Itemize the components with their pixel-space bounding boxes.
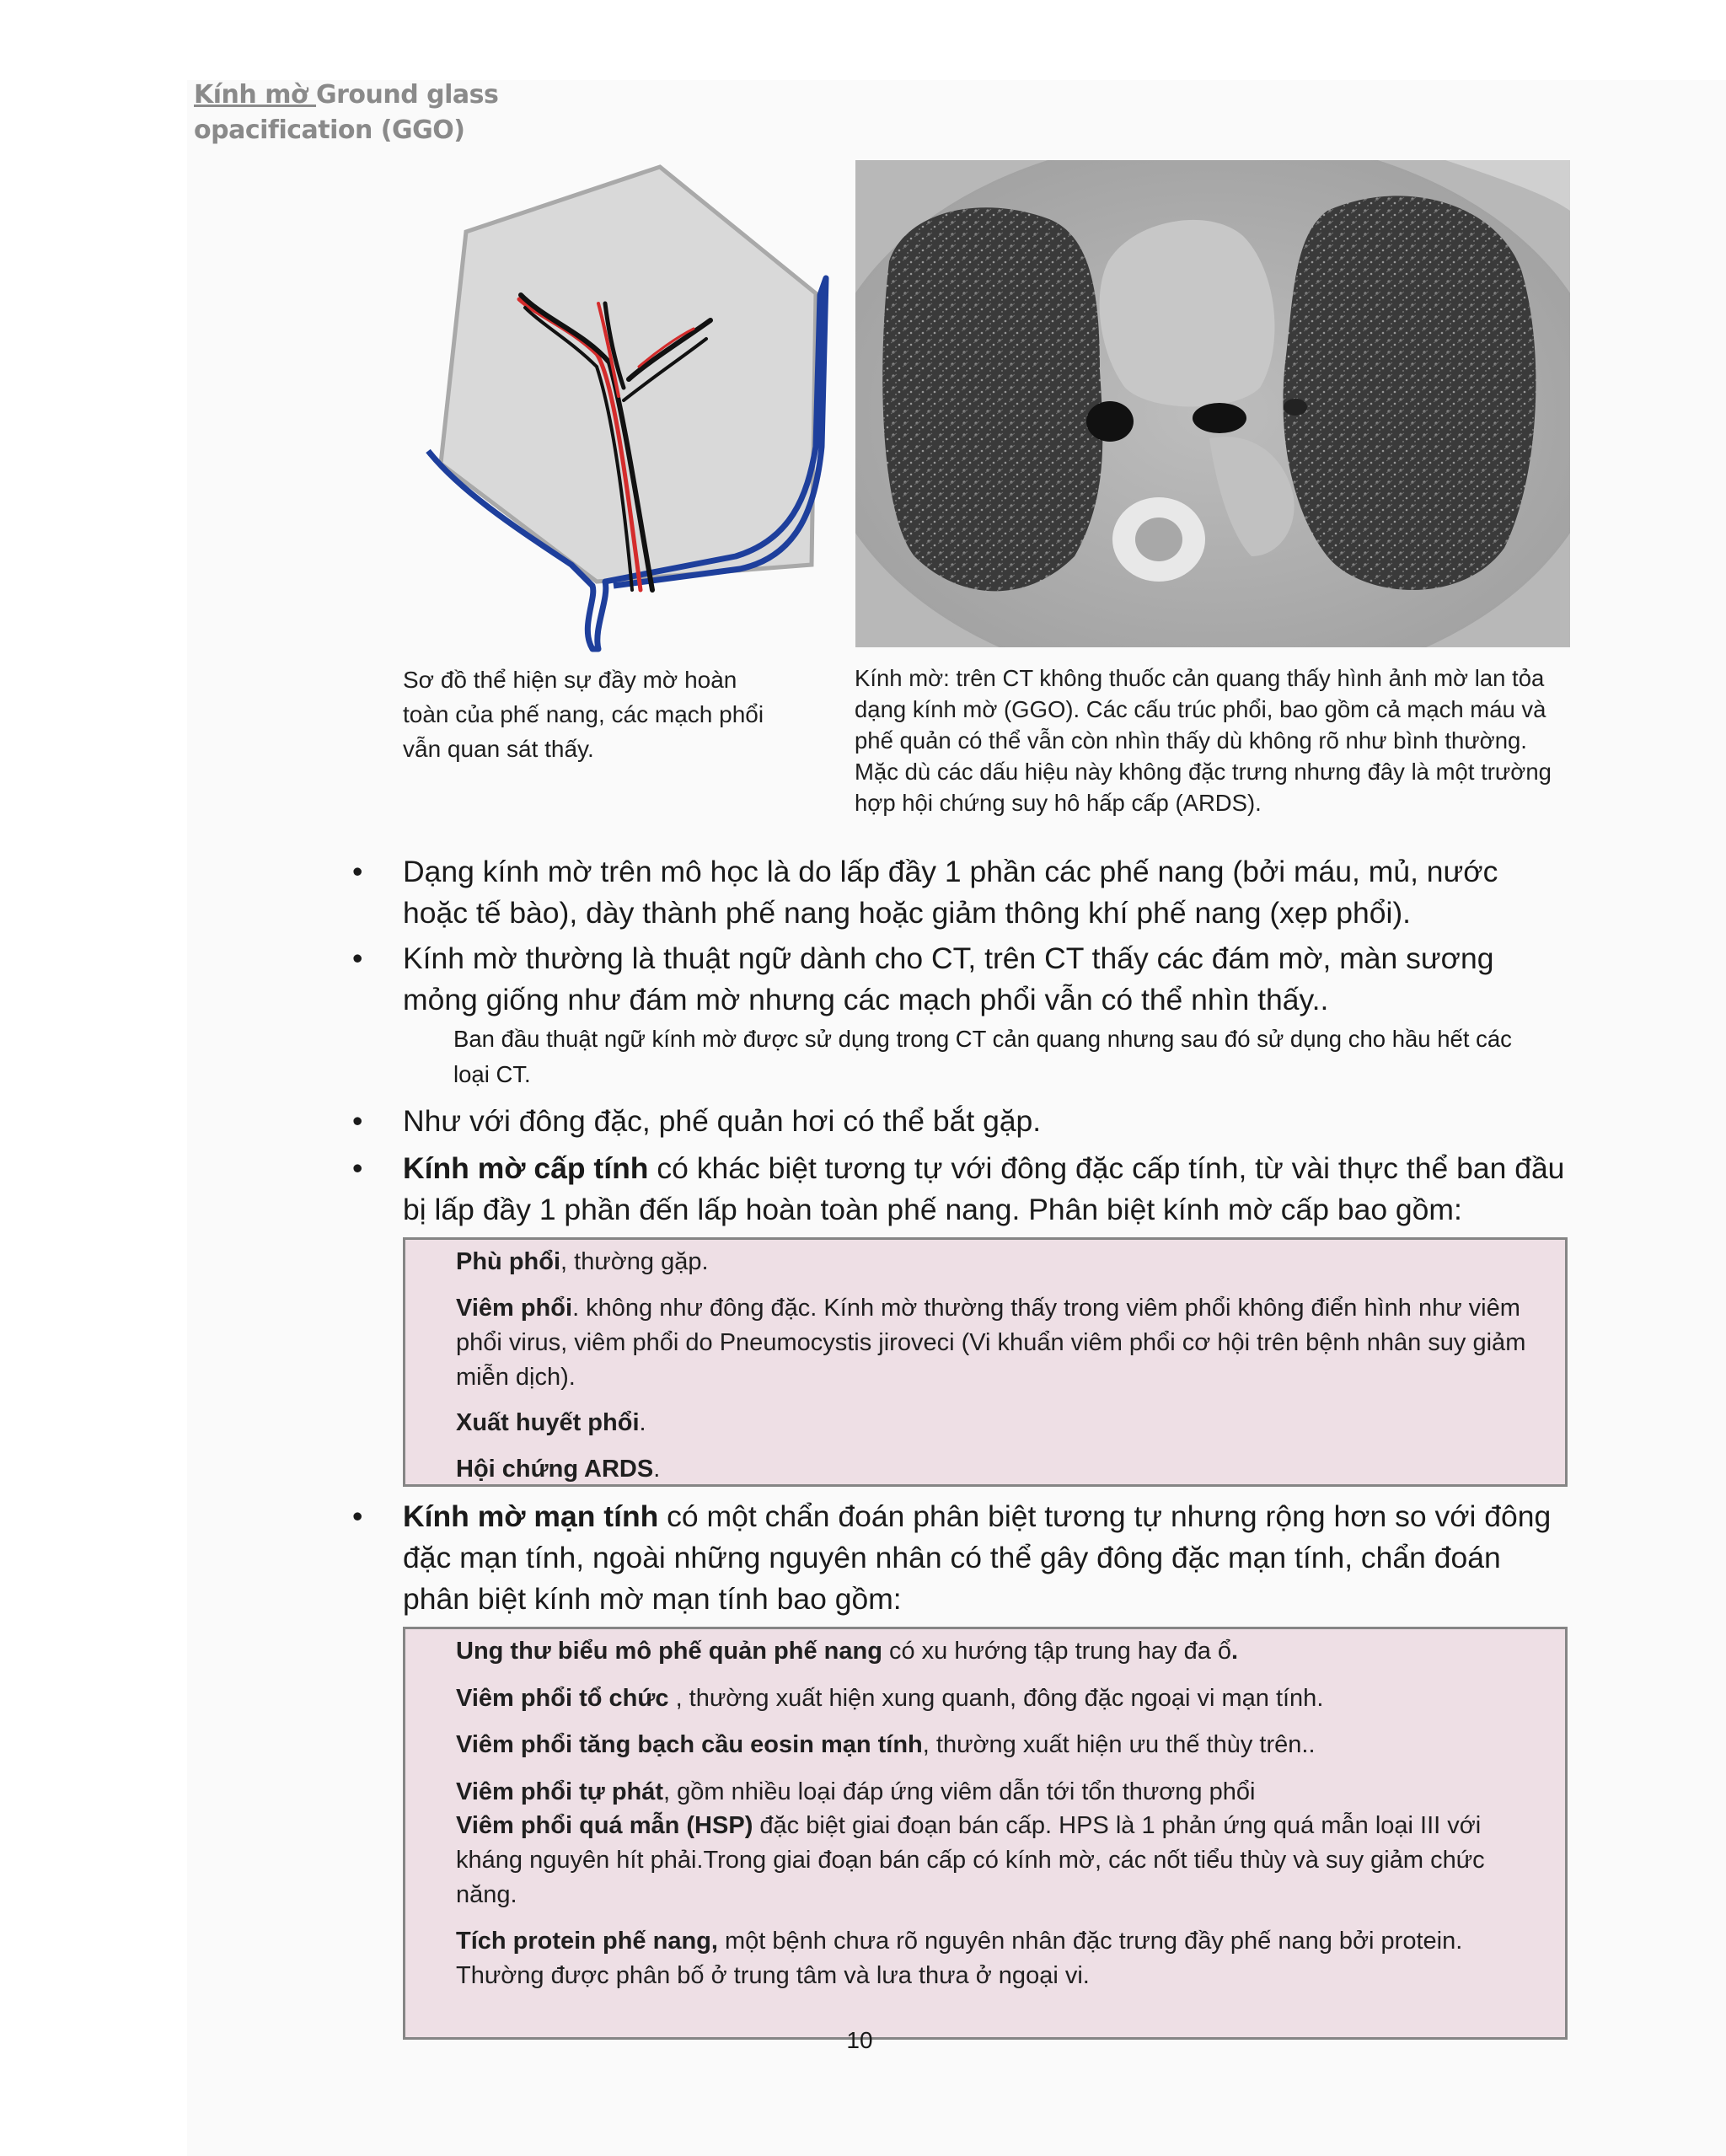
bullet-dot: • [352,1104,363,1138]
list-item: Viêm phổi tăng bạch cầu eosin mạn tính, thường xuất hiện ưu thế thùy trên.. [456,1731,1316,1758]
list-item: Viêm phổi tổ chức , thường xuất hiện xung quanh, đông đặc ngoại vi mạn tính. [456,1685,1324,1712]
bullet-item [352,1148,1566,1231]
list-item: Tích protein phế nang, một bệnh chưa rõ nguyên nhân đặc trưng đầy phế nang bởi protein. Thường được phân bố ở trung tâm và lưa thưa ở ngoại vi. [456,1928,1463,1989]
bullet-text: có khác biệt tương tự với đông đặc cấp tính, từ vài thực thể ban đầu bị lấp đầy 1 phần đến lấp hoàn toàn phế nang. Phân biệt kính mờ cấp bao gồm: [403,1151,1565,1226]
page-number: 10 [846,2027,873,2053]
list-item: Ung thư biểu mô phế quản phế nang có xu hướng tập trung hay đa ổ. [456,1638,1239,1665]
sub-note: Ban đầu thuật ngữ kính mờ được sử dụng trong CT cản quang nhưng sau đó sử dụng cho hầu hết các loại CT. [453,1026,1512,1087]
ct-caption: Kính mờ: trên CT không thuốc cản quang thấy hình ảnh mờ lan tỏa dạng kính mờ (GGO). Các cấu trúc phổi, bao gồm cả mạch máu và phế quản có thể vẫn còn nhìn thấy dù không rõ như bình thường. Mặc dù các dấu hiệu này không đặc trưng nhưng đây là một trường hợp hội chứng suy hô hấp cấp (ARDS). [855,665,1552,816]
bullet-item [352,1101,1566,1142]
bullet-term: Kính mờ cấp tính [403,1151,649,1185]
bullet-text: có một chẩn đoán phân biệt tương tự nhưng rộng hơn so với đông đặc mạn tính, ngoài những nguyên nhân có thể gây đông đặc mạn tính, chẩn đoán phân biệt kính mờ mạn tính bao gồm: [403,1499,1552,1616]
bullet-item [352,851,1566,934]
bullet-dot: • [352,941,363,975]
title-vietnamese: Kính mờ [194,80,317,110]
list-item: Xuất huyết phổi. [456,1409,646,1436]
list-item: Hội chứng ARDS. [456,1456,661,1483]
title-english: Ground glass opacification (GGO) [194,80,499,145]
bullet-text: Dạng kính mờ trên mô học là do lấp đầy 1 phần các phế nang (bởi máu, mủ, nước hoặc tế bào), dày thành phế nang hoặc giảm thông khí phế nang (xẹp phổi). [403,855,1498,930]
list-item: Phù phổi, thường gặp. [456,1248,709,1275]
bullet-dot: • [352,1151,363,1185]
bullet-dot: • [352,855,363,888]
bullet-item [352,938,1566,1021]
list-item: Viêm phổi quá mẫn (HSP) đặc biệt giai đoạn bán cấp. HPS là 1 phản ứng quá mẫn loại III với kháng nguyên hít phải.Trong giai đoạn bán cấp có kính mờ, các nốt tiểu thùy và suy giảm chức năng. [456,1812,1485,1908]
chest-ct-image-icon [855,160,1570,647]
bullet-term: Kính mờ mạn tính [403,1499,659,1533]
acute-differential-box [403,1237,1568,1487]
bullet-text: Như với đông đặc, phế quản hơi có thể bắt gặp. [403,1104,1042,1138]
bullet-text: Kính mờ thường là thuật ngữ dành cho CT, trên CT thấy các đám mờ, màn sương mỏng giống như đám mờ nhưng các mạch phổi vẫn có thể nhìn thấy.. [403,941,1494,1016]
diagram-caption: Sơ đồ thể hiện sự đầy mờ hoàn toàn của phế nang, các mạch phổi vẫn quan sát thấy. [403,667,764,762]
section-title [194,78,548,148]
chronic-differential-box [403,1627,1568,2040]
bullet-item [352,1496,1566,1620]
list-item: Viêm phổi. không như đông đặc. Kính mờ thường thấy trong viêm phổi không điển hình như viêm phổi virus, viêm phổi do Pneumocystis jiroveci (Vi khuẩn viêm phổi cơ hội trên bệnh nhân suy giảm miễn dịch). [456,1295,1526,1391]
alveolus-diagram-icon [403,160,850,657]
bullet-dot: • [352,1499,363,1533]
list-item: Viêm phổi tự phát, gồm nhiều loại đáp ứng viêm dẫn tới tổn thương phổi [456,1778,1256,1805]
